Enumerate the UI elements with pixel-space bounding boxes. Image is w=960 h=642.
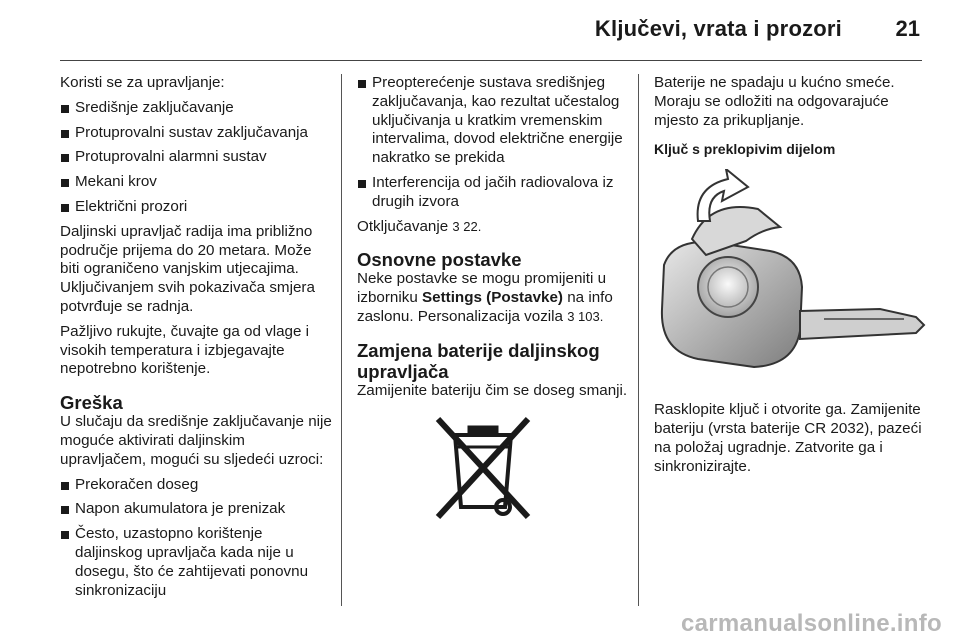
battery-paragraph: Zamijenite bateriju čim se doseg smanji. [357, 381, 628, 399]
folding-key-heading: Ključ s preklopivim dijelom [654, 141, 836, 158]
range-paragraph: Daljinski upravljač radija ima približno područje prijema do 20 metara. Može biti ograničeno vanjskim utjecajima. Uključivanjem svih pokazivača smjera potvrđuje se radnja. [60, 222, 315, 315]
header-divider [60, 60, 922, 61]
list-item: Preopterećenje sustava središnjeg zaključavanja, kao rezultat učestalog uključivanja u kratkim vremenskim intervalima, dovod električne energije nakratko se prekida [357, 74, 629, 168]
list-item: Električni prozori [60, 198, 332, 217]
page-reference-link[interactable]: 3 103. [567, 308, 604, 324]
list-item: Središnje zaključavanje [60, 99, 332, 118]
list-item: Protuprovalni sustav zaključavanja [60, 124, 332, 143]
unlock-text: Otključavanje [357, 217, 449, 235]
key-instructions: Rasklopite ključ i otvorite ga. Zamijenite bateriju (vrsta baterije CR 2032), pazeći na položaj ugradnje. Zatvorite ga i sinkronizirajte. [654, 401, 922, 475]
list-item: Često, uzastopno korištenje daljinskog upravljača kada nije u dosegu, što će zahtijevati ponovnu sinkronizaciju [60, 525, 332, 600]
uses-list [60, 99, 332, 217]
crossed-out-bin-icon [433, 415, 533, 521]
column-2 [357, 74, 629, 521]
watermark: carmanualsonline.info [680, 610, 942, 637]
uses-intro: Koristi se za upravljanje: [60, 74, 225, 91]
list-item: Interferencija od jačih radiovalova iz drugih izvora [357, 174, 629, 212]
basic-text: na info zaslonu. Personalizacija vozila [357, 289, 613, 325]
section-title: Ključevi, vrata i prozori [594, 16, 842, 41]
error-intro: U slučaju da središnje zaključavanje nije moguće aktivirati daljinskim upravljačem, mogući su sljedeći uzroci: [60, 413, 332, 468]
settings-menu-label: Settings (Postavke) [422, 289, 563, 307]
basic-text: Neke postavke se mogu promijeniti u izborniku [357, 270, 607, 307]
list-item: Napon akumulatora je prenizak [60, 500, 332, 519]
column-divider [638, 74, 639, 606]
battery-heading: Zamjena baterije daljinskog upravljača [357, 339, 600, 382]
page-number: 21 [895, 16, 920, 41]
causes-list-continued [357, 74, 629, 212]
list-item: Mekani krov [60, 173, 332, 192]
list-item: Protuprovalni alarmni sustav [60, 148, 332, 167]
page-reference-link[interactable]: 3 22. [452, 218, 482, 234]
list-item: Prekoračen doseg [60, 476, 332, 495]
column-3 [654, 74, 926, 482]
error-heading: Greška [60, 392, 123, 414]
folding-key-illustration [654, 169, 946, 389]
basic-settings-paragraph [357, 270, 629, 326]
column-divider [341, 74, 342, 606]
causes-list [60, 476, 332, 601]
column-1 [60, 74, 332, 606]
unlock-reference [357, 218, 629, 237]
care-paragraph: Pažljivo rukujte, čuvajte ga od vlage i visokih temperatura i izbjegavajte nepotrebno korištenje. [60, 322, 310, 378]
basic-settings-heading: Osnovne postavke [357, 249, 522, 271]
disposal-paragraph: Baterije ne spadaju u kućno smeće. Moraju se odložiti na odgovarajuće mjesto za prikupljanje. [654, 74, 895, 129]
